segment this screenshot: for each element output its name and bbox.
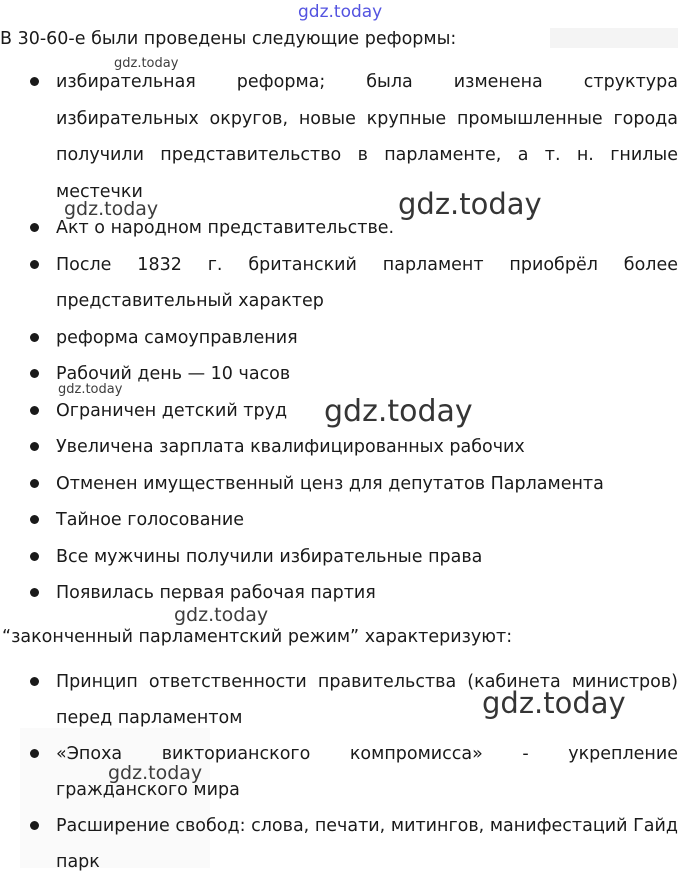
list-item: Появилась первая рабочая партия xyxy=(0,575,680,612)
watermark: gdz.today xyxy=(398,187,542,221)
watermark: gdz.today xyxy=(298,2,383,22)
watermark: gdz.today xyxy=(324,394,473,429)
intro-text: В 30-60-е были проведены следующие реформы: xyxy=(0,29,457,49)
watermark: gdz.today xyxy=(108,762,203,784)
list-item: Расширение свобод: слова, печати, митингов, манифестаций Гайд парк xyxy=(0,808,680,880)
list-item: Ограничен детский труд xyxy=(0,393,680,430)
list-item: Рабочий день — 10 часов xyxy=(0,356,680,393)
list-item: избирательная реформа; была изменена структура избирательных округов, новые крупные промышленные города получили представительство в парламенте, а т. н. гнилые местечки xyxy=(0,64,680,210)
watermark: gdz.today xyxy=(58,382,123,397)
list-item: Увеличена зарплата квалифицированных рабочих xyxy=(0,429,680,466)
reforms-list xyxy=(0,64,680,612)
list-item: После 1832 г. британский парламент приобрёл более представительный характер xyxy=(0,247,680,320)
list-item: Принцип ответственности правительства (кабинета министров) перед парламентом xyxy=(0,664,680,736)
watermark: gdz.today xyxy=(64,198,159,220)
list-item: «Эпоха викторианского компромисса» - укрепление гражданского мира xyxy=(0,736,680,808)
list-item: реформа самоуправления xyxy=(0,320,680,357)
list-item: Отменен имущественный ценз для депутатов Парламента xyxy=(0,466,680,503)
list-item: Все мужчины получили избирательные права xyxy=(0,539,680,576)
watermark: gdz.today xyxy=(114,56,179,71)
list-item: Тайное голосование xyxy=(0,502,680,539)
section-heading: “законченный парламентский режим” характеризуют: xyxy=(2,627,513,647)
watermark: gdz.today xyxy=(174,604,269,626)
list-item: Акт о народном представительстве. xyxy=(0,210,680,247)
watermark: gdz.today xyxy=(482,686,626,720)
